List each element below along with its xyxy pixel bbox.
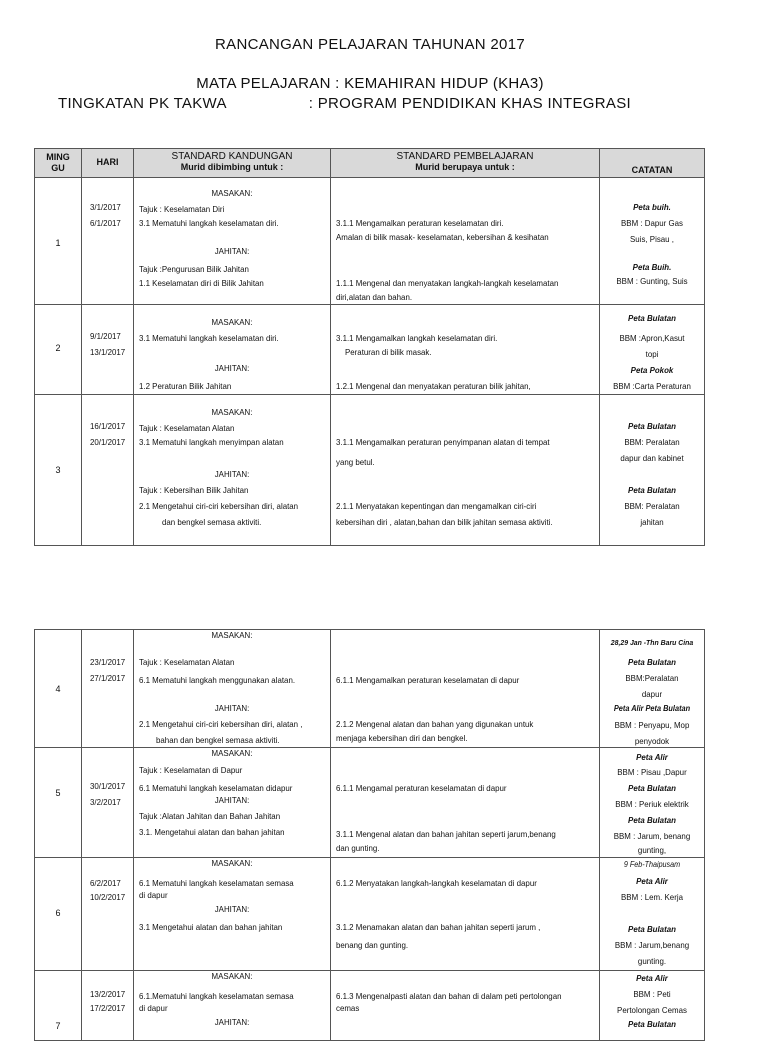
catatan-cell: Peta Bulatan BBM: Peralatan dapur dan kabinet Peta Bulatan BBM: Peralatan jahitan — [600, 395, 705, 546]
plan-table-1 — [34, 148, 705, 546]
week-number: 6 — [35, 858, 82, 971]
level-label: TINGKATAN PK TAKWA — [58, 95, 227, 112]
week-number: 5 — [35, 748, 82, 858]
catatan-cell: Peta Alir BBM : Pisau ,Dapur Peta Bulatan BBM : Periuk elektrik Peta Bulatan BBM : Jarum, benang gunting, — [600, 748, 705, 858]
plan-table-2 — [34, 629, 705, 1041]
standard-pembelajaran-cell: 3.1.1 Mengamalkan peraturan keselamatan diri. Amalan di bilik masak- keselamatan, kebersihan & kesihatan 1.1.1 Mengenal dan menyatakan langkah-langkah keselamatan diri,alatan dan bahan. — [331, 178, 600, 305]
catatan-cell: Peta Alir BBM : Peti Pertolongan Cemas Peta Bulatan — [600, 971, 705, 1041]
week-dates: 23/1/2017 27/1/2017 — [82, 630, 134, 748]
week-dates: 16/1/2017 20/1/2017 — [82, 395, 134, 546]
header-standard-pembelajaran: STANDARD PEMBELAJARAN Murid berupaya untuk : — [331, 149, 600, 178]
catatan-cell: Peta Bulatan BBM :Apron,Kasut topi Peta Pokok BBM :Carta Peraturan — [600, 305, 705, 395]
week-number: 1 — [35, 178, 82, 305]
standard-kandungan-cell: MASAKAN: Tajuk : Keselamatan Alatan 6.1 Mematuhi langkah menggunakan alatan. JAHITAN: 2.1 Mengetahui ciri-ciri kebersihan diri, alatan , bahan dan bengkel semasa aktiviti. — [134, 630, 331, 748]
standard-pembelajaran-cell: 6.1.1 Mengamal peraturan keselamatan di dapur 3.1.1 Mengenal alatan dan bahan jahitan seperti jarum,benang dan gunting. — [331, 748, 600, 858]
subject-line: MATA PELAJARAN : KEMAHIRAN HIDUP (KHA3) — [196, 75, 544, 92]
standard-kandungan-cell: MASAKAN: 6.1 Mematuhi langkah keselamatan semasa di dapur JAHITAN: 3.1 Mengetahui alatan dan bahan jahitan — [134, 858, 331, 971]
table-header-row — [35, 149, 705, 178]
week-dates: 13/2/2017 17/2/2017 — [82, 971, 134, 1041]
catatan-cell: 28,29 Jan -Thn Baru Cina Peta Bulatan BBM:Peralatan dapur Peta Alir Peta Bulatan BBM : Penyapu, Mop penyodok — [600, 630, 705, 748]
level-value: : PROGRAM PENDIDIKAN KHAS INTEGRASI — [308, 95, 631, 112]
standard-pembelajaran-cell: 3.1.1 Mengamalkan peraturan penyimpanan alatan di tempat yang betul. 2.1.1 Menyatakan kepentingan dan mengamalkan ciri-ciri kebersihan diri , alatan,bahan dan bilik jahitan semasa aktiviti. — [331, 395, 600, 546]
standard-kandungan-cell: MASAKAN: Tajuk : Keselamatan Diri 3.1 Mematuhi langkah keselamatan diri. JAHITAN: Tajuk :Pengurusan Bilik Jahitan 1.1 Keselamatan diri di Bilik Jahitan — [134, 178, 331, 305]
week-number: 4 — [35, 630, 82, 748]
table-row — [35, 971, 705, 1041]
standard-pembelajaran-cell: 3.1.1 Mengamalkan langkah keselamatan diri. Peraturan di bilik masak. 1.2.1 Mengenal dan menyatakan peraturan bilik jahitan, — [331, 305, 600, 395]
standard-pembelajaran-cell: 6.1.2 Menyatakan langkah-langkah keselamatan di dapur 3.1.2 Menamakan alatan dan bahan jahitan seperti jarum , benang dan gunting. — [331, 858, 600, 971]
standard-kandungan-cell: MASAKAN: 3.1 Mematuhi langkah keselamatan diri. JAHITAN: 1.2 Peraturan Bilik Jahitan — [134, 305, 331, 395]
week-number: 3 — [35, 395, 82, 546]
catatan-cell: Peta buih. BBM : Dapur Gas Suis, Pisau , Peta Buih. BBM : Gunting, Suis — [600, 178, 705, 305]
document-title: RANCANGAN PELAJARAN TAHUNAN 2017 — [215, 36, 525, 53]
week-number: 7 — [35, 971, 82, 1041]
table-row — [35, 178, 705, 305]
header-minggu: MING GU — [35, 149, 82, 178]
table-row — [35, 305, 705, 395]
table-row — [35, 395, 705, 546]
table-row — [35, 630, 705, 748]
week-number: 2 — [35, 305, 82, 395]
level-line — [58, 95, 631, 112]
week-dates: 9/1/2017 13/1/2017 — [82, 305, 134, 395]
table-row — [35, 748, 705, 858]
catatan-cell: 9 Feb-Thaipusam Peta Alir BBM : Lem. Kerja Peta Bulatan BBM : Jarum,benang gunting. — [600, 858, 705, 971]
header-catatan: CATATAN — [600, 149, 705, 178]
standard-pembelajaran-cell: 6.1.1 Mengamalkan peraturan keselamatan di dapur 2.1.2 Mengenal alatan dan bahan yang digunakan untuk menjaga kebersihan diri dan bengkel. — [331, 630, 600, 748]
standard-pembelajaran-cell: 6.1.3 Mengenalpasti alatan dan bahan di dalam peti pertolongan cemas — [331, 971, 600, 1041]
header-standard-kandungan: STANDARD KANDUNGAN Murid dibimbing untuk : — [134, 149, 331, 178]
standard-kandungan-cell: MASAKAN: 6.1.Mematuhi langkah keselamatan semasa di dapur JAHITAN: — [134, 971, 331, 1041]
header-hari: HARI — [82, 149, 134, 178]
standard-kandungan-cell: MASAKAN: Tajuk : Keselamatan Alatan 3.1 Mematuhi langkah menyimpan alatan JAHITAN: Tajuk : Kebersihan Bilik Jahitan 2.1 Mengetahui ciri-ciri kebersihan diri, alatan dan bengkel semasa aktiviti. — [134, 395, 331, 546]
week-dates: 30/1/2017 3/2/2017 — [82, 748, 134, 858]
week-dates: 3/1/2017 6/1/2017 — [82, 178, 134, 305]
table-row — [35, 858, 705, 971]
standard-kandungan-cell: MASAKAN: Tajuk : Keselamatan di Dapur 6.1 Mematuhi langkah keselamatan didapur JAHITAN: Tajuk :Alatan Jahitan dan Bahan Jahitan 3.1. Mengetahui alatan dan bahan jahitan — [134, 748, 331, 858]
week-dates: 6/2/2017 10/2/2017 — [82, 858, 134, 971]
